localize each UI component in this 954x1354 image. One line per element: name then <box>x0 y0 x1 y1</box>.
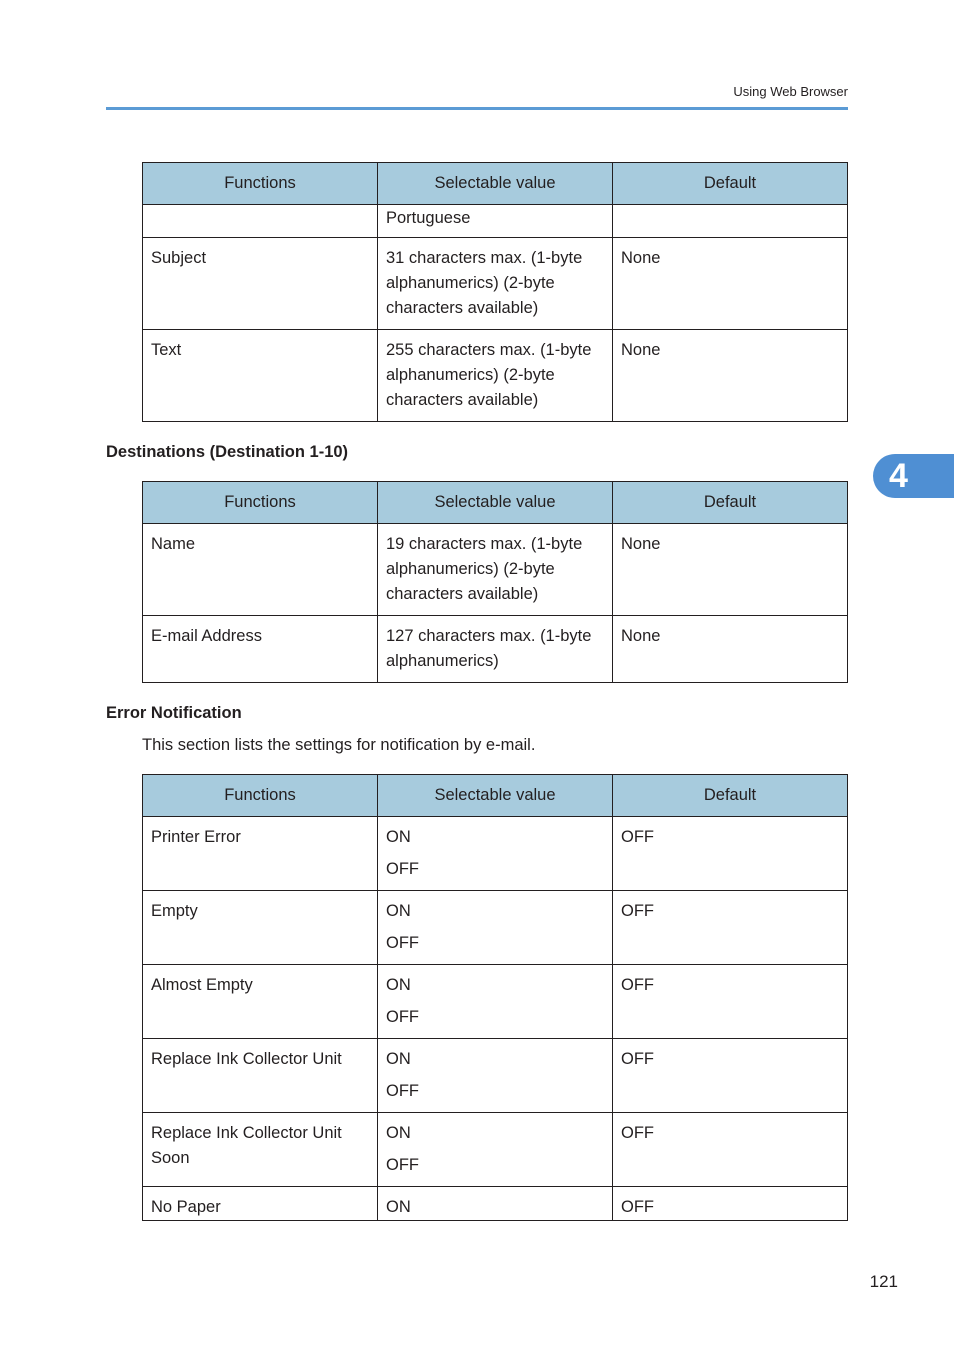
function-cell: Subject <box>143 238 378 330</box>
section-heading-error-notification: Error Notification <box>106 704 242 722</box>
default-cell: OFF <box>613 1039 848 1113</box>
function-cell: Printer Error <box>143 817 378 891</box>
selectable-cell <box>378 238 613 330</box>
table-row <box>143 524 848 616</box>
selectable-value: OFF <box>386 860 419 878</box>
header-selectable-value: Selectable value <box>378 163 613 205</box>
table-row <box>143 616 848 683</box>
header-functions: Functions <box>143 163 378 205</box>
function-cell: Name <box>143 524 378 616</box>
selectable-value: OFF <box>386 1082 419 1100</box>
default-cell: None <box>613 238 848 330</box>
selectable-cell <box>378 1113 613 1187</box>
default-cell: OFF <box>613 965 848 1039</box>
selectable-value: OFF <box>386 1008 419 1026</box>
selectable-value: ON <box>386 1050 411 1068</box>
table-header-row <box>143 163 848 205</box>
function-cell: E-mail Address <box>143 616 378 683</box>
function-cell: Replace Ink Collector Unit <box>143 1039 378 1113</box>
table-row <box>143 1039 848 1113</box>
table-row <box>143 817 848 891</box>
function-cell: Replace Ink Collector Unit Soon <box>143 1113 378 1187</box>
header-rule <box>106 107 848 110</box>
selectable-cell <box>378 330 613 422</box>
header-selectable-value: Selectable value <box>378 482 613 524</box>
selectable-value: 19 characters max. (1-byte alphanumerics) (2-byte characters available) <box>386 535 583 603</box>
header-default: Default <box>613 775 848 817</box>
default-cell: OFF <box>613 891 848 965</box>
selectable-value: 31 characters max. (1-byte alphanumerics) (2-byte characters available) <box>386 249 583 317</box>
selectable-cell <box>378 965 613 1039</box>
table-email-settings <box>142 162 848 422</box>
function-cell: Almost Empty <box>143 965 378 1039</box>
table-row <box>143 205 848 238</box>
selectable-value: OFF <box>386 934 419 952</box>
header-functions: Functions <box>143 775 378 817</box>
default-cell <box>613 205 848 238</box>
chapter-tab: 4 <box>873 454 954 498</box>
default-cell: None <box>613 524 848 616</box>
table-error-notification <box>142 774 848 1221</box>
function-cell: No Paper <box>143 1187 378 1221</box>
default-cell: OFF <box>613 817 848 891</box>
table-header-row <box>143 775 848 817</box>
selectable-cell <box>378 817 613 891</box>
selectable-cell <box>378 891 613 965</box>
function-cell <box>143 205 378 238</box>
selectable-value: OFF <box>386 1156 419 1174</box>
selectable-value: ON <box>386 1124 411 1142</box>
header-functions: Functions <box>143 482 378 524</box>
table-destinations <box>142 481 848 683</box>
page-number: 121 <box>869 1272 898 1291</box>
selectable-value: ON <box>386 902 411 920</box>
section-intro-text: This section lists the settings for notification by e-mail. <box>142 736 536 754</box>
selectable-value: 127 characters max. (1-byte alphanumerics) <box>386 627 592 670</box>
default-cell: None <box>613 616 848 683</box>
table-row <box>143 1113 848 1187</box>
table-row <box>143 891 848 965</box>
header-default: Default <box>613 163 848 205</box>
default-cell: None <box>613 330 848 422</box>
section-heading-destinations: Destinations (Destination 1-10) <box>106 443 349 461</box>
header-selectable-value: Selectable value <box>378 775 613 817</box>
header-default: Default <box>613 482 848 524</box>
table-row <box>143 330 848 422</box>
default-cell: OFF <box>613 1113 848 1187</box>
selectable-cell <box>378 616 613 683</box>
table-row <box>143 238 848 330</box>
selectable-cell <box>378 524 613 616</box>
function-cell: Text <box>143 330 378 422</box>
table-row <box>143 965 848 1039</box>
running-header-title: Using Web Browser <box>733 84 848 99</box>
selectable-cell <box>378 1039 613 1113</box>
selectable-cell <box>378 205 613 238</box>
default-cell: OFF <box>613 1187 848 1221</box>
selectable-value: ON <box>386 828 411 846</box>
table-row <box>143 1187 848 1221</box>
function-cell: Empty <box>143 891 378 965</box>
selectable-value: 255 characters max. (1-byte alphanumerics) (2-byte characters available) <box>386 341 592 409</box>
selectable-value: Portuguese <box>386 209 471 227</box>
table-header-row <box>143 482 848 524</box>
selectable-value: ON <box>386 1198 411 1216</box>
selectable-value: ON <box>386 976 411 994</box>
selectable-cell <box>378 1187 613 1221</box>
